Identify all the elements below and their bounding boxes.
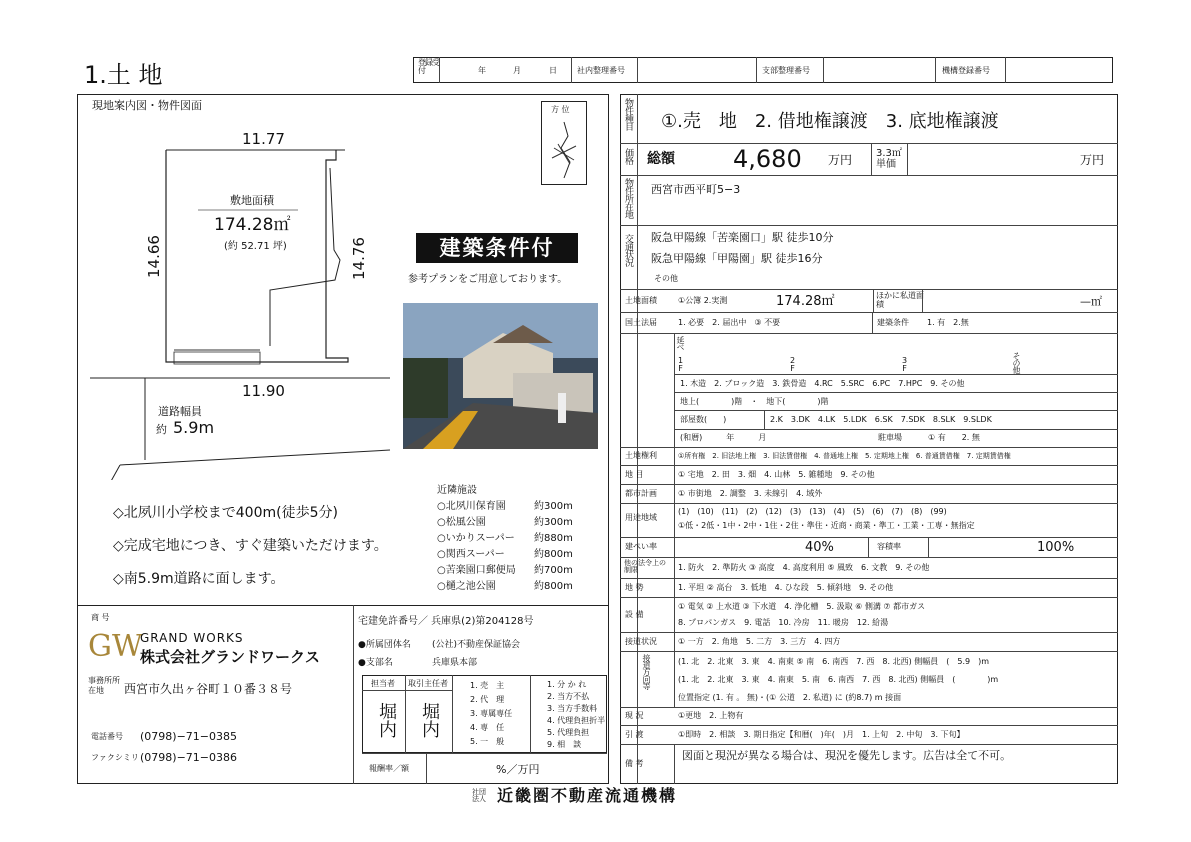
rights-label: 土地権利 — [625, 451, 657, 460]
address-label: 事務所所在地 — [88, 676, 120, 695]
association-label: ●所属団体名 — [358, 640, 411, 650]
transport-1: 阪急甲陽線「苦楽園口」駅 徒歩10分 — [651, 231, 834, 244]
parking-label: 駐車場 — [878, 433, 902, 442]
terrain-label: 地 勢 — [625, 583, 644, 592]
zoning-nums: (1) (10) (11) (2) (12) (3) (13) (4) (5) (6) (7) (8) (99) — [678, 507, 947, 516]
area-value: 174.28㎡ — [214, 215, 291, 235]
condition-banner-text: 建築条件付 — [439, 236, 555, 260]
type-label: 物件種目 — [623, 98, 633, 130]
condition-banner — [416, 233, 578, 263]
nearby-3-dist: 約880m — [534, 533, 573, 544]
phone-label: 電話番号 — [91, 732, 123, 741]
rooms: 2.K 3.DK 4.LK 5.LDK 6.SK 7.SDK 8.SLK 9.SLDK — [770, 415, 992, 424]
other-area-value: —㎡ — [1080, 295, 1102, 308]
land-area-label: 土地面積 — [625, 296, 657, 305]
nearby-title: 近隣施設 — [437, 485, 477, 496]
plan: ① 市街地 2. 調整 3. 未線引 4. 域外 — [678, 489, 823, 498]
structure: 1. 木造 2. ブロック造 3. 鉄骨造 4.RC 5.SRC 6.PC 7.HPC 9. その他 — [680, 379, 965, 388]
build-cond-label: 建築条件 — [877, 318, 909, 327]
logo-letters: GW — [88, 629, 143, 664]
role2-4: 4. 代理負担折半 — [547, 716, 606, 725]
nearby-2-dist: 約300m — [534, 517, 573, 528]
role-5: 5. 一 般 — [470, 737, 505, 746]
feature-2: ◇完成宅地につき、すぐ建築いただけます。 — [113, 538, 388, 554]
zoning: ①低・2低・1中・2中・1住・2住・準住・近商・商業・準工・工業・工専・無指定 — [678, 521, 975, 530]
feature-1: ◇北夙川小学校まで400m(徒歩5分) — [113, 505, 338, 521]
price-value: 4,680 — [733, 145, 802, 173]
year-label: (和暦) 年 月 — [680, 433, 767, 442]
date-year: 年 — [478, 66, 486, 75]
handover: ①即時 2. 相談 3. 期日指定【和暦( )年( )月 1. 上旬 2. 中旬 3. 下旬】 — [678, 730, 965, 739]
nearby-1: ○北夙川保育園 — [437, 501, 506, 512]
compass-label: 方 位 — [551, 105, 570, 114]
staff-name: 堀内 — [376, 702, 397, 738]
road-label: 道路幅員 — [158, 405, 202, 418]
dir-1: (1. 北 2. 北東 3. 東 4. 南東 ⑤ 南 6. 南西 7. 西 8. 北西) 側幅員 ( 5.9 )m — [678, 657, 990, 666]
company-name: 株式会社グランドワークス — [140, 648, 320, 666]
branch-number-label: 支部整理番号 — [762, 66, 810, 75]
nla-opts: 1. 必要 2. 届出中 ③ 不要 — [678, 318, 781, 327]
transport-2: 阪急甲陽線「甲陽園」駅 徒歩16分 — [651, 252, 823, 265]
area-label: 敷地面積 — [230, 194, 274, 207]
nearby-5-dist: 約700m — [534, 565, 573, 576]
transport-label: 交通状況 — [623, 234, 633, 266]
price-label: 価格 — [623, 148, 633, 164]
address-label-right: 物件所在地 — [623, 178, 633, 218]
left-side: 14.66 — [145, 235, 163, 278]
road-value: 5.9m — [173, 418, 215, 437]
bottom-width: 11.90 — [242, 382, 285, 400]
build-cond-opts: 1. 有 2.無 — [927, 318, 969, 327]
property-address: 西宮市西平町5−3 — [651, 183, 741, 196]
unit-price-unit: 万円 — [1080, 153, 1105, 167]
nearby-4: ○関西スーパー — [437, 549, 505, 560]
facilities-2: 8. プロパンガス 9. 電話 10. 冷房 11. 暖房 12. 給湯 — [678, 618, 889, 627]
nearby-4-dist: 約800m — [534, 549, 573, 560]
nearby-3: ○いかりスーパー — [437, 533, 515, 544]
section-title: 1.土 地 — [84, 61, 163, 89]
floor-other: その他 — [1012, 352, 1021, 373]
top-width: 11.77 — [242, 130, 285, 148]
nearby-6: ○樋之池公園 — [437, 581, 496, 592]
role-4: 4. 専 任 — [470, 723, 505, 732]
rooms-label: 部屋数( ) — [680, 415, 727, 424]
nearby-2: ○松風公園 — [437, 517, 486, 528]
company-address: 西宮市久出ヶ谷町１０番３８号 — [124, 682, 293, 696]
far: 100% — [1037, 540, 1075, 555]
floor-2f: 2F — [788, 356, 797, 372]
dir-3: 位置指定 (1. 有 。 無)・(① 公道 2. 私道) に (約8.7) m 接面 — [678, 693, 902, 702]
price-unit: 万円 — [828, 153, 853, 167]
nla-label: 国土法届 — [625, 318, 657, 327]
transport-3: その他 — [654, 274, 678, 283]
status: ①更地 2. 上物有 — [678, 711, 744, 720]
role2-3: 3. 当方手数料 — [547, 704, 598, 713]
fee-label: 報酬率／額 — [369, 764, 409, 773]
dir-2: (1. 北 2. 北東 3. 東 4. 南東 5. 南 6. 南西 7. 西 8. 北西) 側幅員 ( )m — [678, 675, 999, 684]
plot-diagram — [90, 120, 400, 480]
fax: (0798)−71−0386 — [140, 751, 238, 764]
other-limits: 1. 防火 2. 準防火 ③ 高度 4. 高度利用 ⑤ 風致 6. 文教 9. その他 — [678, 563, 930, 572]
far-label: 容積率 — [877, 542, 901, 551]
property-photo — [403, 303, 598, 449]
land-area-opts: ①公簿 2.実測 — [678, 296, 728, 305]
facilities-1: ① 電気 ② 上水道 ③ 下水道 4. 浄化槽 5. 汲取 ⑥ 側溝 ⑦ 都市ガス — [678, 602, 926, 611]
access-label: 接道状況 — [625, 637, 657, 646]
date-day: 日 — [549, 66, 557, 75]
type-text: ①.売 地 2. 借地権譲渡 3. 底地権譲渡 — [661, 111, 999, 132]
floor-1f: 1F — [676, 356, 685, 372]
corp-label: 社団法人 — [472, 788, 486, 803]
plan-note: 参考プランをご用意しております。 — [408, 274, 568, 285]
role2-6: 9. 相 談 — [547, 740, 582, 749]
agency-number-label: 機構登録番号 — [942, 66, 990, 75]
map-title: 現地案内図・物件図面 — [92, 99, 202, 112]
staff-label: 担当者 — [371, 679, 395, 688]
logo-en: GRAND WORKS — [140, 631, 244, 645]
handover-label: 引 渡 — [625, 730, 644, 739]
parking: ① 有 2. 無 — [928, 433, 980, 442]
date-month: 月 — [513, 66, 521, 75]
nearby-1-dist: 約300m — [534, 501, 573, 512]
floor-3f: 3F — [900, 356, 909, 372]
bcr-label: 建ぺい率 — [625, 542, 657, 551]
association: (公社)不動産保証協会 — [432, 640, 521, 650]
land-cat: ① 宅地 2. 田 3. 畑 4. 山林 5. 雑種地 9. その他 — [678, 470, 875, 479]
compass-icon — [544, 118, 584, 182]
floors: 地上( )階 ・ 地下( )階 — [680, 397, 829, 406]
phone: (0798)−71−0385 — [140, 730, 238, 743]
total-label: 総額 — [647, 151, 675, 167]
branch: 兵庫県本部 — [432, 658, 478, 668]
manager-label: 取引主任者 — [408, 679, 448, 688]
access: ① 一方 2. 角地 5. 二方 3. 三方 4. 四方 — [678, 637, 841, 646]
trade-label: 商 号 — [91, 613, 110, 622]
role-3: 3. 専属専任 — [470, 709, 513, 718]
facilities-label: 設 備 — [625, 610, 644, 619]
floor-total: 延べ — [676, 336, 685, 350]
fee-value: %／万円 — [496, 763, 540, 776]
company-number-label: 社内整理番号 — [577, 66, 625, 75]
role2-1: 1. 分 か れ — [547, 680, 587, 689]
right-side: 14.76 — [350, 237, 368, 280]
nearby-5: ○苦楽園口郵便局 — [437, 565, 516, 576]
manager-name: 堀内 — [419, 702, 440, 738]
dir-label: 接道方向等 — [642, 654, 651, 689]
remarks-label: 備 考 — [625, 759, 644, 768]
unit-price-label: 3.3㎡単価 — [876, 148, 902, 170]
rights: ①所有権 2. 旧法地上権 3. 旧法賃借権 4. 普通地上権 5. 定期地上権 6. 普通賃借権 7. 定期賃借権 — [678, 452, 1011, 460]
registration-label: 登録受付 — [418, 58, 439, 75]
fax-label: ファクシミリ — [91, 753, 139, 762]
remarks: 図面と現況が異なる場合は、現況を優先します。広告は全て不可。 — [682, 749, 1012, 762]
role2-5: 5. 代理負担 — [547, 728, 590, 737]
branch-label: ●支部名 — [358, 658, 393, 668]
land-cat-label: 地 目 — [625, 470, 644, 479]
other-limits-label: 他の法令上の制限 — [624, 559, 666, 574]
license: 宅建免許番号／ 兵庫県(2)第204128号 — [358, 616, 534, 627]
land-area-value: 174.28㎡ — [776, 294, 835, 309]
nearby-6-dist: 約800m — [534, 581, 573, 592]
feature-3: ◇南5.9m道路に面します。 — [113, 571, 285, 587]
bcr: 40% — [805, 540, 834, 555]
area-tsubo: (約 52.71 坪) — [224, 241, 287, 252]
footer-org: 近畿圏不動産流通機構 — [497, 786, 678, 805]
zoning-label: 用途地域 — [625, 513, 657, 522]
plan-label: 都市計画 — [625, 489, 657, 498]
role-1: 1. 売 主 — [470, 681, 505, 690]
other-area-label: ほかに私道面積 — [876, 291, 924, 309]
terrain: 1. 平坦 ② 高台 3. 低地 4. ひな段 5. 傾斜地 9. その他 — [678, 583, 894, 592]
road-prefix: 約 — [156, 423, 167, 436]
status-label: 現 況 — [625, 711, 644, 720]
role2-2: 2. 当方不払 — [547, 692, 590, 701]
role-2: 2. 代 理 — [470, 695, 505, 704]
